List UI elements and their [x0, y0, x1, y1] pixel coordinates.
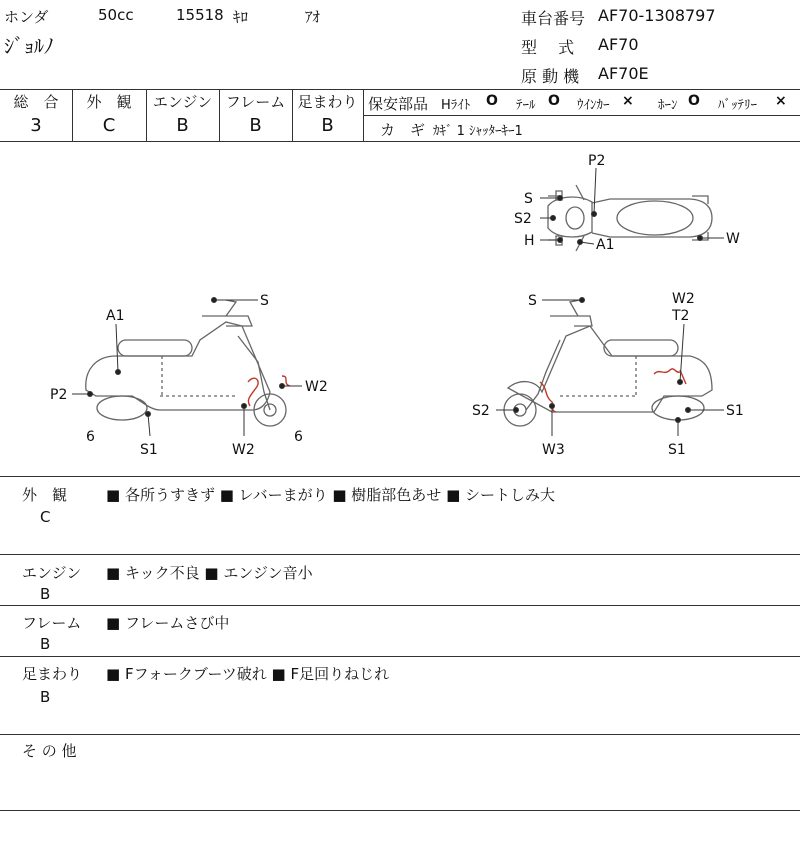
model-name: ｼﾞｮﾙﾉ	[4, 34, 54, 58]
safety-item-name: ﾃｰﾙ	[516, 98, 536, 113]
label-p2: P2	[588, 153, 606, 169]
frame-no-label: 車台番号	[521, 9, 586, 28]
label-s2: S2	[514, 211, 532, 227]
grade-engine-value: B	[176, 115, 189, 136]
displacement: 50cc	[98, 6, 134, 24]
key-value: ｶｷﾞ 1 ｼｬｯﾀｰｷｰ1	[433, 124, 523, 139]
safety-item-mark: O	[688, 93, 700, 109]
grade-engine-label: エンジン	[152, 93, 213, 111]
section-grade: B	[40, 688, 51, 706]
grade-suspension-value: B	[321, 115, 334, 136]
section-notes: ■ フレームさび中	[106, 614, 230, 632]
grade-frame-label: フレーム	[225, 93, 286, 111]
safety-item-name: ﾊﾞｯﾃﾘｰ	[718, 98, 757, 113]
frame-no: AF70-1308797	[598, 6, 716, 25]
grade-overall-label: 総 合	[13, 93, 59, 111]
label-s: S	[260, 293, 269, 309]
section-label: 外 観	[22, 486, 68, 504]
section-notes: ■ キック不良 ■ エンジン音小	[106, 564, 313, 582]
label-s1: S1	[726, 403, 744, 419]
label-s: S	[524, 191, 533, 207]
grade-exterior-label: 外 観	[86, 93, 132, 111]
label-w2: W2	[232, 442, 255, 458]
section-label: フレーム	[22, 614, 82, 632]
safety-item-mark: ×	[622, 93, 634, 109]
grade-overall-value: 3	[30, 115, 42, 136]
section-label: 足まわり	[22, 665, 83, 683]
label-s2: S2	[472, 403, 490, 419]
section-label: エンジン	[22, 564, 82, 582]
label-a1: A1	[596, 237, 615, 253]
section-grade: B	[40, 585, 51, 603]
key-label: カ ギ	[380, 121, 426, 139]
label-t2: T2	[672, 308, 690, 324]
label-w: W	[726, 231, 740, 247]
section-grade: B	[40, 635, 51, 653]
label-w2: W2	[672, 291, 695, 307]
safety-item-name: ﾎｰﾝ	[658, 98, 678, 113]
mileage-unit: ｷﾛ	[233, 8, 249, 26]
mileage: 15518	[176, 6, 224, 24]
type-label: 型 式	[521, 38, 575, 57]
label-h: H	[524, 233, 535, 249]
grade-frame-value: B	[249, 115, 262, 136]
label-w2: W2	[305, 379, 328, 395]
section-grade: C	[40, 508, 51, 526]
safety-item-name: Hﾗｲﾄ	[441, 98, 471, 113]
safety-label: 保安部品	[368, 95, 429, 113]
safety-item-name: ｳｲﾝｶｰ	[577, 98, 610, 113]
label-a1: A1	[106, 308, 125, 324]
safety-item-mark: ×	[775, 93, 787, 109]
label-s1: S1	[140, 442, 158, 458]
label-s1: S1	[668, 442, 686, 458]
maker: ホンダ	[4, 8, 49, 26]
engine-label: 原 動 機	[521, 67, 580, 86]
engine-value: AF70E	[598, 64, 649, 83]
label-w3: W3	[542, 442, 565, 458]
label-6: 6	[86, 429, 95, 445]
safety-item-mark: O	[548, 93, 560, 109]
label-p2: P2	[50, 387, 68, 403]
color: ｱｵ	[305, 8, 321, 26]
type-value: AF70	[598, 35, 639, 54]
section-notes: ■ 各所うすきず ■ レバーまがり ■ 樹脂部色あせ ■ シートしみ大	[106, 486, 556, 504]
grade-exterior-value: C	[102, 115, 116, 136]
section-notes: ■ Fフォークブーツ破れ ■ F足回りねじれ	[106, 665, 390, 683]
label-6: 6	[294, 429, 303, 445]
damage-diagram	[0, 142, 800, 476]
section-label: そ の 他	[22, 742, 77, 760]
scooter-top-view	[548, 185, 712, 251]
safety-item-mark: O	[486, 93, 498, 109]
grade-suspension-label: 足まわり	[297, 93, 358, 111]
label-s: S	[528, 293, 537, 309]
